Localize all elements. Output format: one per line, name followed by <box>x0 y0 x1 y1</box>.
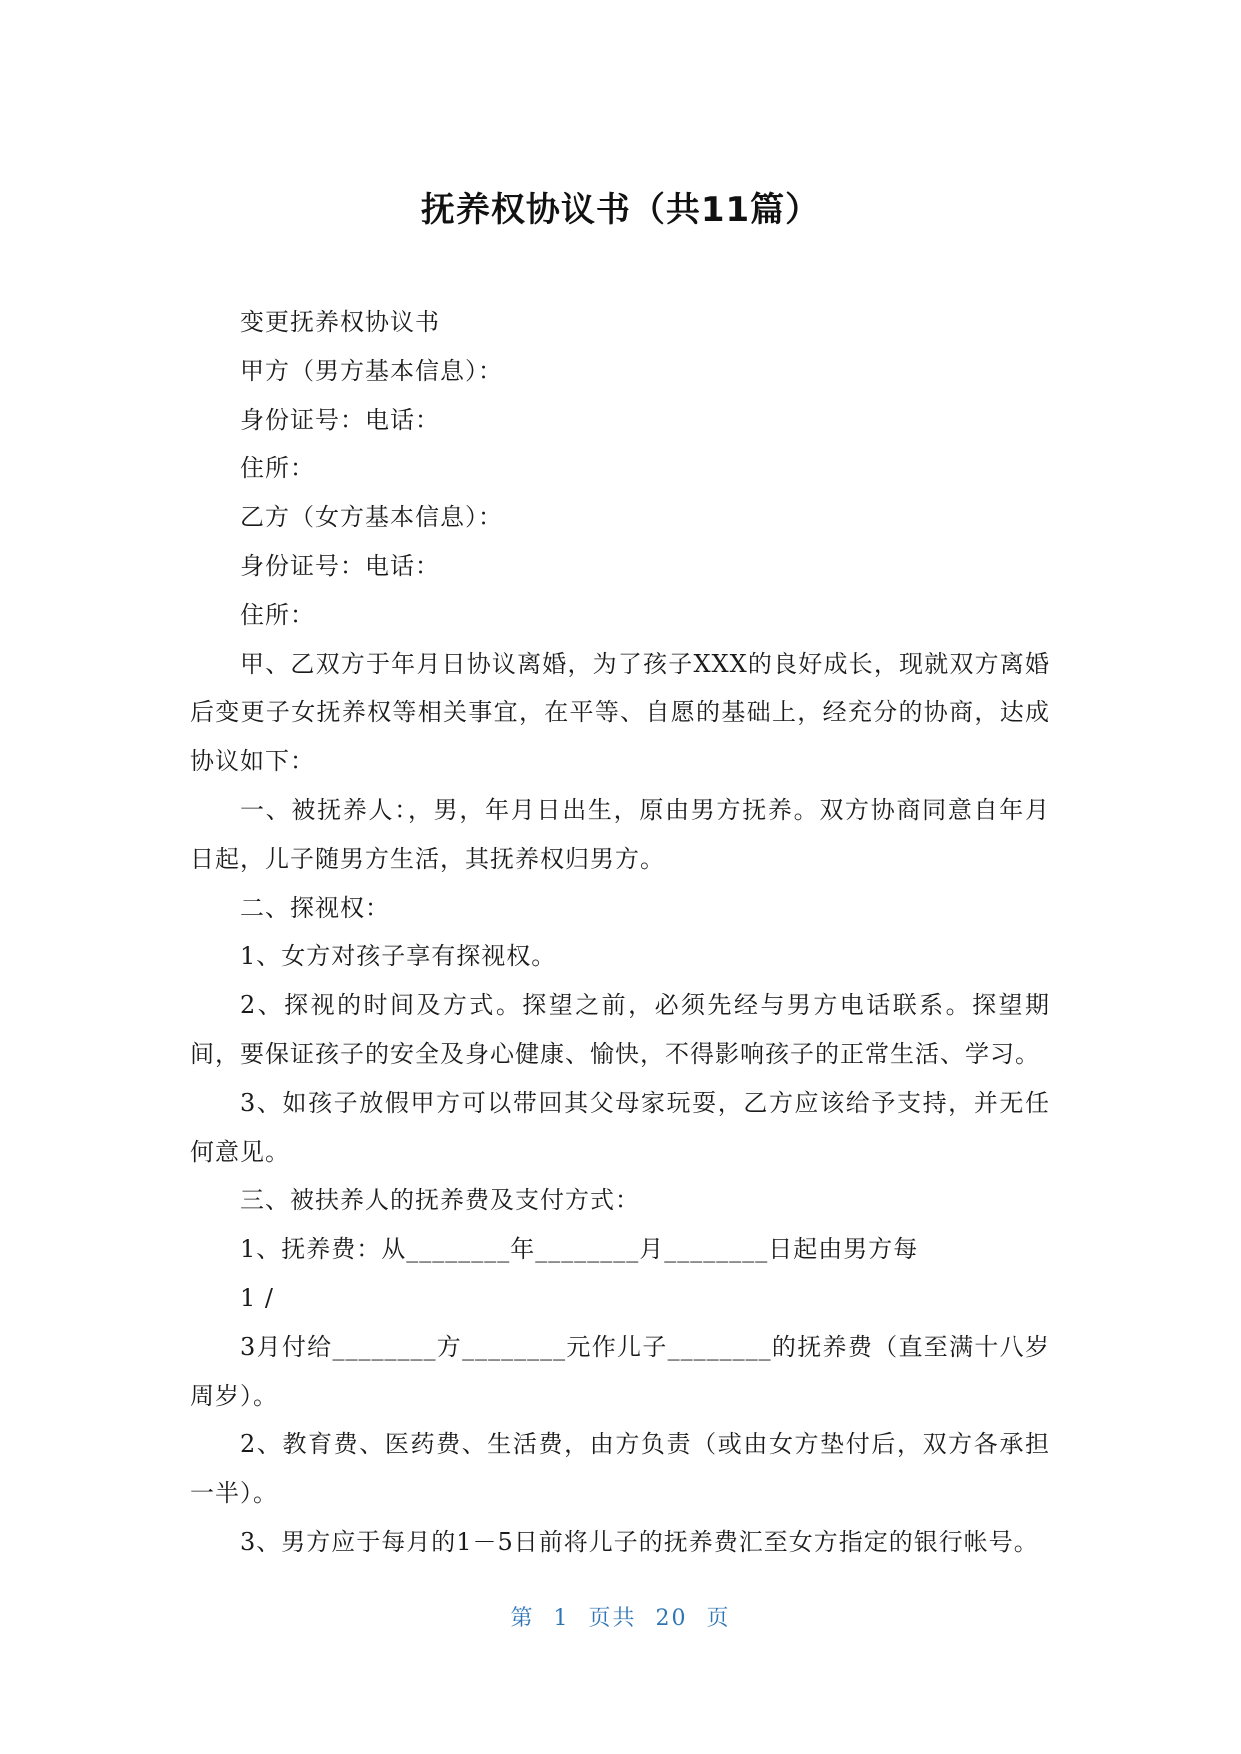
paragraph: 甲、乙双方于年月日协议离婚，为了孩子XXX的良好成长，现就双方离婚后变更子女抚养权等相关事宜，在平等、自愿的基础上，经充分的协商，达成协议如下： <box>190 649 1050 776</box>
paragraph: 一、被抚养人：，男，年月日出生，原由男方抚养。双方协商同意自年月日起，儿子随男方生活，其抚养权归男方。 <box>190 795 1050 873</box>
paragraph: 3、男方应于每月的1－5日前将儿子的抚养费汇至女方指定的银行帐号。 <box>240 1527 1039 1556</box>
document-body <box>190 298 1050 1567</box>
paragraph: 身份证号：电话： <box>240 551 440 580</box>
paragraph: 2、探视的时间及方式。探望之前，必须先经与男方电话联系。探望期间，要保证孩子的安全及身心健康、愉快，不得影响孩子的正常生活、学习。 <box>190 991 1050 1068</box>
paragraph: 3、如孩子放假甲方可以带回其父母家玩耍，乙方应该给予支持，并无任何意见。 <box>190 1088 1050 1166</box>
paragraph: 3月付给________方________元作儿子________的抚养费（直至满十八岁周岁）。 <box>190 1332 1050 1410</box>
paragraph: 变更抚养权协议书 <box>240 308 440 336</box>
page-number-footer: 第 1 页共 20 页 <box>510 1606 731 1631</box>
paragraph: 二、探视权： <box>240 893 390 922</box>
paragraph: 1、女方对孩子享有探视权。 <box>240 942 557 971</box>
paragraph: 住所： <box>240 600 315 629</box>
paragraph: 1 / <box>240 1283 274 1312</box>
paragraph: 三、被扶养人的抚养费及支付方式： <box>240 1186 640 1215</box>
paragraph: 身份证号：电话： <box>240 405 440 434</box>
paragraph: 甲方（男方基本信息）： <box>240 356 503 385</box>
paragraph: 2、教育费、医药费、生活费，由方负责（或由女方垫付后，双方各承担一半）。 <box>190 1430 1050 1508</box>
document-title: 抚养权协议书（共11篇） <box>420 190 821 230</box>
paragraph: 1、抚养费：从________年________月________日起由男方每 <box>240 1235 919 1264</box>
paragraph: 乙方（女方基本信息）： <box>240 503 503 532</box>
paragraph: 住所： <box>240 454 315 483</box>
